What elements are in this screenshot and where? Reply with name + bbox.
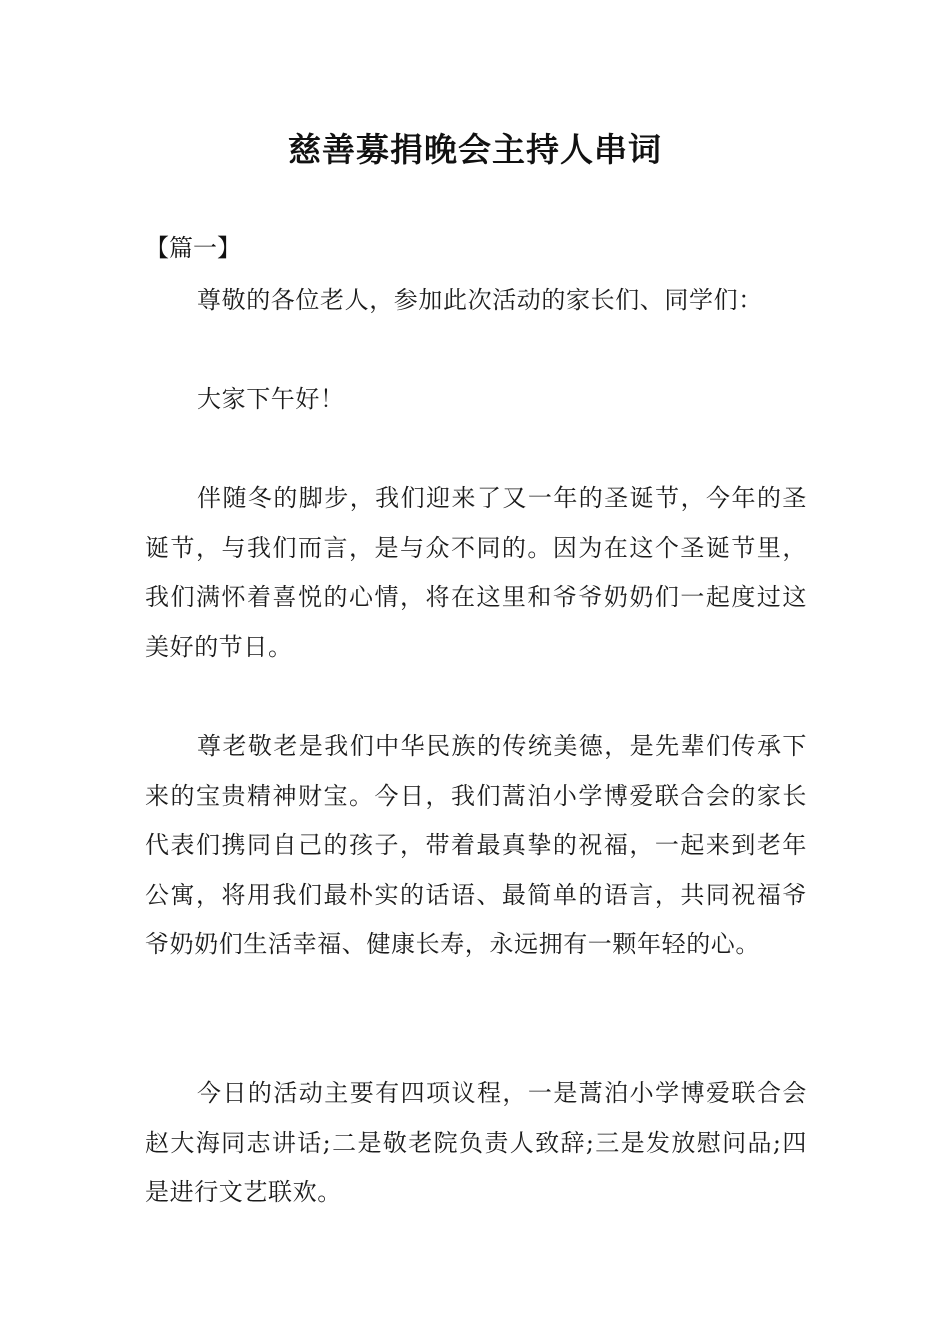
body-paragraph-3: 今日的活动主要有四项议程，一是蒿泊小学博爱联合会赵大海同志讲话;二是敬老院负责人致辞;三是发放慰问品;四是进行文艺联欢。	[145, 1079, 807, 1206]
body-paragraph-1: 伴随冬的脚步，我们迎来了又一年的圣诞节，今年的圣诞节，与我们而言，是与众不同的。因为在这个圣诞节里，我们满怀着喜悦的心情，将在这里和爷爷奶奶们一起度过这美好的节日。	[145, 484, 807, 661]
hello-paragraph: 大家下午好！	[197, 385, 345, 413]
greeting-paragraph: 尊敬的各位老人，参加此次活动的家长们、同学们：	[197, 286, 763, 314]
section-label: 【篇一】	[145, 234, 241, 262]
document-title: 慈善募捐晚会主持人串词	[288, 130, 662, 169]
body-paragraph-2: 尊老敬老是我们中华民族的传统美德，是先辈们传承下来的宝贵精神财宝。今日，我们蒿泊小学博爱联合会的家长代表们携同自己的孩子，带着最真挚的祝福，一起来到老年公寓，将用我们最朴实的话语、最简单的语言，共同祝福爷爷奶奶们生活幸福、健康长寿，永远拥有一颗年轻的心。	[145, 732, 807, 958]
